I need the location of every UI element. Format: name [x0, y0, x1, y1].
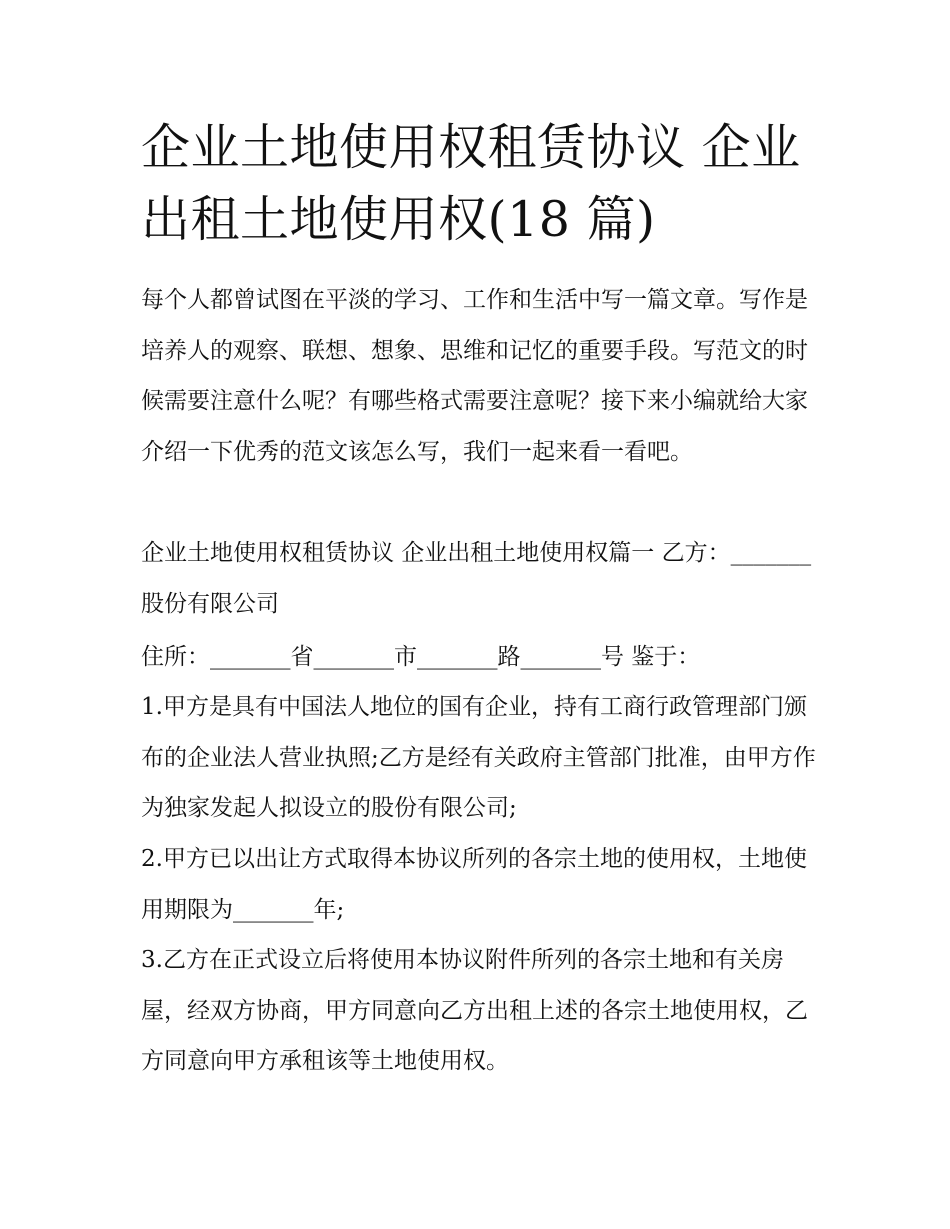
intro-paragraph: 每个人都曾试图在平淡的学习、工作和生活中写一篇文章。写作是培养人的观察、联想、想象、思维和记忆的重要手段。写范文的时候需要注意什么呢？有哪些格式需要注意呢？接下来小编就给大家介绍一下优秀的范文该怎么写，我们一起来看一看吧。	[141, 287, 808, 465]
clause-1: 1.甲方是具有中国法人地位的国有企业，持有工商行政管理部门颁布的企业法人营业执照;乙方是经有关政府主管部门批准，由甲方作为独家发起人拟设立的股份有限公司;	[141, 694, 816, 821]
section-heading: 企业土地使用权租赁协议 企业出租土地使用权篇一 乙方：_______股份有限公司	[141, 540, 812, 617]
clause-2: 2.甲方已以出让方式取得本协议所列的各宗土地的使用权，土地使用期限为_______年;	[141, 846, 807, 923]
clause-3: 3.乙方在正式设立后将使用本协议附件所列的各宗土地和有关房屋，经双方协商，甲方同意向乙方出租上述的各宗土地使用权，乙方同意向甲方承租该等土地使用权。	[141, 947, 808, 1074]
address-line: 住所：_______省_______市_______路_______号 鉴于：	[141, 644, 701, 670]
document-title: 企业土地使用权租赁协议 企业出租土地使用权(18 篇)	[141, 119, 801, 248]
